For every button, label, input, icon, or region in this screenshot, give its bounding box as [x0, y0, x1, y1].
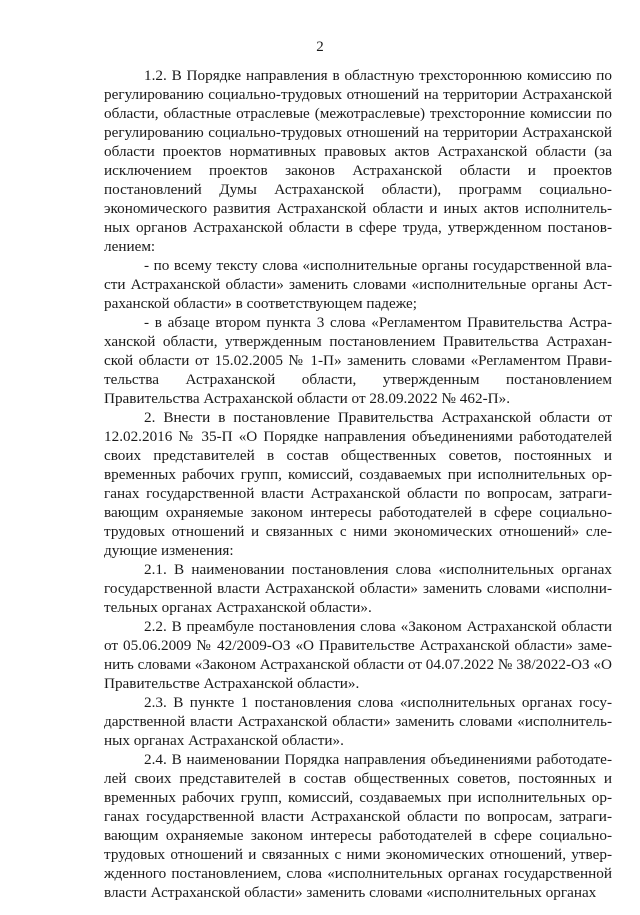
- document-body: [104, 66, 612, 902]
- paragraph-2-1: 2.1. В наименовании постановления слова «исполнительных органах государственной власти Астраханской области» заменить словами «исполнительных органах Астраханской области».: [104, 561, 612, 616]
- page-number: 2: [316, 39, 324, 55]
- paragraph-2-3: 2.3. В пункте 1 постановления слова «исполнительных органах государственной власти Астраханской области» заменить словами «исполнительных органах Астраханской области».: [104, 694, 612, 749]
- paragraph-dash-2: - в абзаце втором пункта 3 слова «Регламентом Правительства Астраханской области, утвержденным постановлением Правительства Астраханской области от 15.02.2005 № 1-П» заменить словами «Регламентом Правительства Астраханской области, утвержденным постановлением Правительства Астраханской области от 28.09.2022 № 462-П».: [104, 314, 612, 407]
- paragraph-2: 2. Внести в постановление Правительства Астраханской области от 12.02.2016 № 35-П «О Порядке направления объединениями работодателей своих представителей в состав общественных советов, постоянных и временных рабочих групп, комиссий, создаваемых при исполнительных органах государственной власти Астраханской области по вопросам, затрагивающим охраняемые законом интересы работодателей в сфере социально-трудовых отношений и связанных с ними экономических отношений» следующие изменения:: [104, 409, 612, 559]
- paragraph-2-4: 2.4. В наименовании Порядка направления объединениями работодателей своих представителей в состав общественных советов, постоянных и временных рабочих групп, комиссий, создаваемых при исполнительных органах государственной власти Астраханской области по вопросам, затрагивающим охраняемые законом интересы работодателей в сфере социально-трудовых отношений и связанных с ними экономических отношений, утвержденного постановлением, слова «исполнительных органах государственной власти Астраханской области» заменить словами «исполнительных органах: [104, 751, 612, 901]
- paragraph-1-2: 1.2. В Порядке направления в областную трехстороннюю комиссию по регулированию социально-трудовых отношений на территории Астраханской области, областные отраслевые (межотраслевые) трехсторонние комиссии по регулированию социально-трудовых отношений на территории Астраханской области проектов нормативных правовых актов Астраханской области (за исключением проектов законов Астраханской области и проектов постановлений Думы Астраханской области), программ социально-экономического развития Астраханской области и иных актов исполнительных органов Астраханской области в сфере труда, утвержденном постановлением:: [104, 67, 612, 255]
- paragraph-dash-1: - по всему тексту слова «исполнительные органы государственной власти Астраханской области» заменить словами «исполнительные органы Астраханской области» в соответствующем падеже;: [104, 257, 612, 312]
- paragraph-2-2: 2.2. В преамбуле постановления слова «Законом Астраханской области от 05.06.2009 № 42/2009-ОЗ «О Правительстве Астраханской области» заменить словами «Законом Астраханской области от 04.07.2022 № 38/2022-ОЗ «О Правительстве Астраханской области».: [104, 618, 612, 692]
